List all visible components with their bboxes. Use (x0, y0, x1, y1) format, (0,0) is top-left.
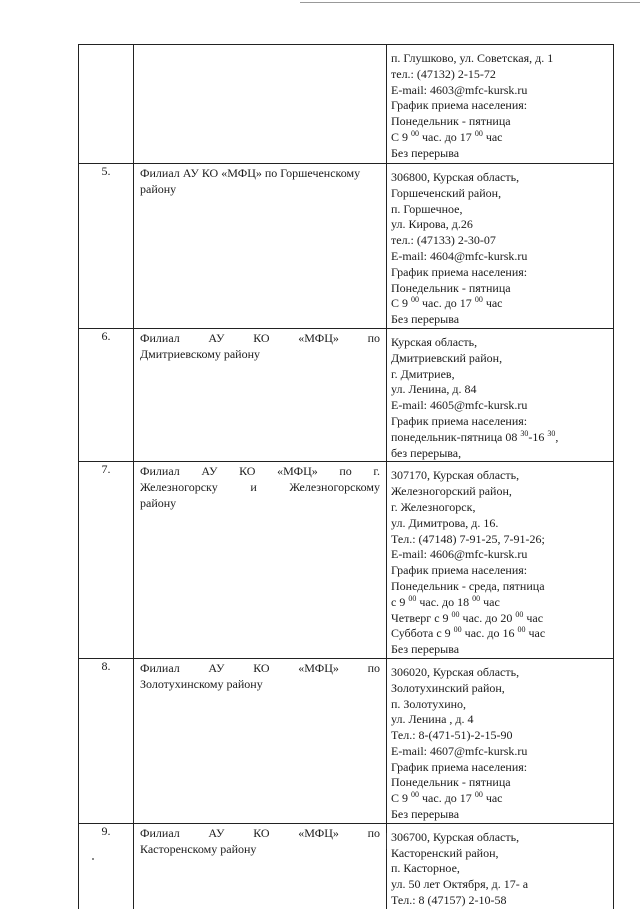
branch-contact-cell (387, 462, 614, 659)
contact-line: График приема населения: (391, 264, 528, 279)
branch-name-cell (134, 328, 387, 461)
branch-name-cell (134, 823, 387, 908)
contact-line: Без перерыва (391, 145, 460, 160)
row-number: 7. (101, 462, 111, 477)
contact-line: п. Глушково, ул. Советская, д. 1 (391, 51, 554, 65)
branch-name-line: Золотухинскому району (140, 676, 263, 691)
contact-line: E-mail: 4607@mfc-kursk.ru (391, 743, 528, 758)
table-body (79, 45, 614, 909)
branch-contact-cell (387, 45, 614, 164)
contact-line: 306700, Курская область, (391, 829, 520, 844)
contact-line: E-mail: 4604@mfc-kursk.ru (391, 248, 528, 263)
contact-line: С 9 $^{00}$ час. до 17 $^{00}$ час (391, 295, 503, 311)
row-number: 5. (101, 164, 111, 178)
contact-line: г. Дмитриев, (391, 366, 455, 381)
row-number-cell (79, 658, 134, 823)
contact-line: Касторенский район, (391, 845, 499, 860)
contact-line: тел.: (47132) 2-15-72 (391, 66, 496, 81)
row-number-cell (79, 164, 134, 329)
contact-line: п. Золотухино, (391, 696, 467, 711)
contact-line: График приема населения: (391, 98, 528, 113)
contact-line: Железногорский район, (391, 484, 512, 499)
page-fold-mark (386, 833, 387, 849)
contact-line: Тел.: (47148) 7-91-25, 7-91-26; (391, 531, 545, 546)
branch-name-line: Касторенскому району (140, 841, 257, 856)
row-number: 8. (101, 658, 111, 673)
contact-line: 307170, Курская область, (391, 468, 520, 483)
contact-line: без перерыва, (391, 445, 462, 460)
branch-name-cell (134, 164, 387, 329)
table-row (79, 164, 614, 329)
contact-line: Без перерыва (391, 807, 460, 822)
contact-line: 306020, Курская область, (391, 664, 520, 679)
row-number: 6. (101, 328, 111, 343)
branch-name-line: Филиал АУ КО «МФЦ» по (140, 825, 380, 840)
table-row (79, 658, 614, 823)
row-number-cell (79, 823, 134, 908)
contact-line: График приема населения: (391, 563, 528, 578)
branch-contact-cell (387, 823, 614, 908)
contact-line: г. Железногорск, (391, 499, 476, 514)
table-row (79, 45, 614, 164)
contact-line: E-mail: 4605@mfc-kursk.ru (391, 398, 528, 413)
contact-line: п. Горшечное, (391, 201, 463, 216)
contact-line: E-mail: 4606@mfc-kursk.ru (391, 547, 528, 562)
contact-line: Без перерыва (391, 312, 460, 327)
branch-name-cell (134, 45, 387, 164)
branch-name-line: Филиал АУ КО «МФЦ» по (140, 330, 380, 345)
contact-line: ул. Димитрова, д. 16. (391, 515, 499, 530)
contact-line: График приема населения: (391, 413, 528, 428)
row-number-cell (79, 45, 134, 164)
contact-line: Понедельник - среда, пятница (391, 578, 545, 593)
contact-line: ул. Ленина, д. 84 (391, 382, 477, 397)
contact-line: С 9 $^{00}$ час. до 17 $^{00}$ час (391, 790, 503, 806)
row-number: 9. (101, 823, 111, 838)
contact-line: График приема населения: (391, 759, 528, 774)
contact-line: Понедельник - пятница (391, 114, 511, 129)
contact-line: E-mail: 4603@mfc-kursk.ru (391, 82, 528, 97)
contact-line: Без перерыва (391, 642, 460, 657)
table-row (79, 328, 614, 461)
branch-name-cell (134, 658, 387, 823)
row-number-cell (79, 328, 134, 461)
branch-contact-cell (387, 328, 614, 461)
branch-name-line: Филиал АУ КО «МФЦ» по Горшеченскому району (140, 166, 361, 196)
contact-line: Понедельник - пятница (391, 280, 511, 295)
contact-line: Горшеченский район, (391, 185, 502, 200)
branch-name-line: району (140, 495, 177, 510)
scan-speck (92, 858, 94, 860)
contact-line: с 9 $^{00}$ час. до 18 $^{00}$ час (391, 593, 500, 609)
contact-line: Четверг с 9 $^{00}$ час. до 20 $^{00}$ час (391, 609, 544, 625)
table-row (79, 823, 614, 908)
contact-line: Тел.: 8-(471-51)-2-15-90 (391, 728, 513, 743)
contact-line: Курская область, (391, 334, 478, 349)
contact-line: ул. Кирова, д.26 (391, 217, 473, 232)
contact-line: Золотухинский район, (391, 680, 505, 695)
contact-line: Суббота с 9 $^{00}$ час. до 16 $^{00}$ час (391, 625, 546, 641)
contact-line: С 9 $^{00}$ час. до 17 $^{00}$ час (391, 128, 503, 144)
branch-name-line: Железногорску и Железногорскому (140, 480, 380, 495)
contact-line: п. Касторное, (391, 861, 460, 876)
contact-line: Дмитриевский район, (391, 350, 503, 365)
contact-line: Тел.: 8 (47157) 2-10-58 (391, 893, 507, 908)
branch-name-line: Филиал АУ КО «МФЦ» по г. (140, 464, 380, 479)
top-scan-edge (300, 2, 640, 3)
branch-name-line: Филиал АУ КО «МФЦ» по (140, 660, 380, 675)
contact-line: ул. Ленина , д. 4 (391, 712, 474, 727)
branch-contact-cell (387, 658, 614, 823)
contact-line: понедельник-пятница 08 $^{30}$-16 $^{30}$, (391, 428, 559, 444)
contact-line: Понедельник - пятница (391, 775, 511, 790)
contact-line: ул. 50 лет Октября, д. 17- а (391, 877, 529, 892)
branch-name-line: Дмитриевскому району (140, 346, 261, 361)
contact-line: 306800, Курская область, (391, 170, 520, 184)
row-number-cell (79, 462, 134, 659)
contact-line: тел.: (47133) 2-30-07 (391, 233, 496, 248)
branch-name-cell (134, 462, 387, 659)
mfc-branch-table (78, 44, 614, 909)
branch-contact-cell (387, 164, 614, 329)
table-row (79, 462, 614, 659)
